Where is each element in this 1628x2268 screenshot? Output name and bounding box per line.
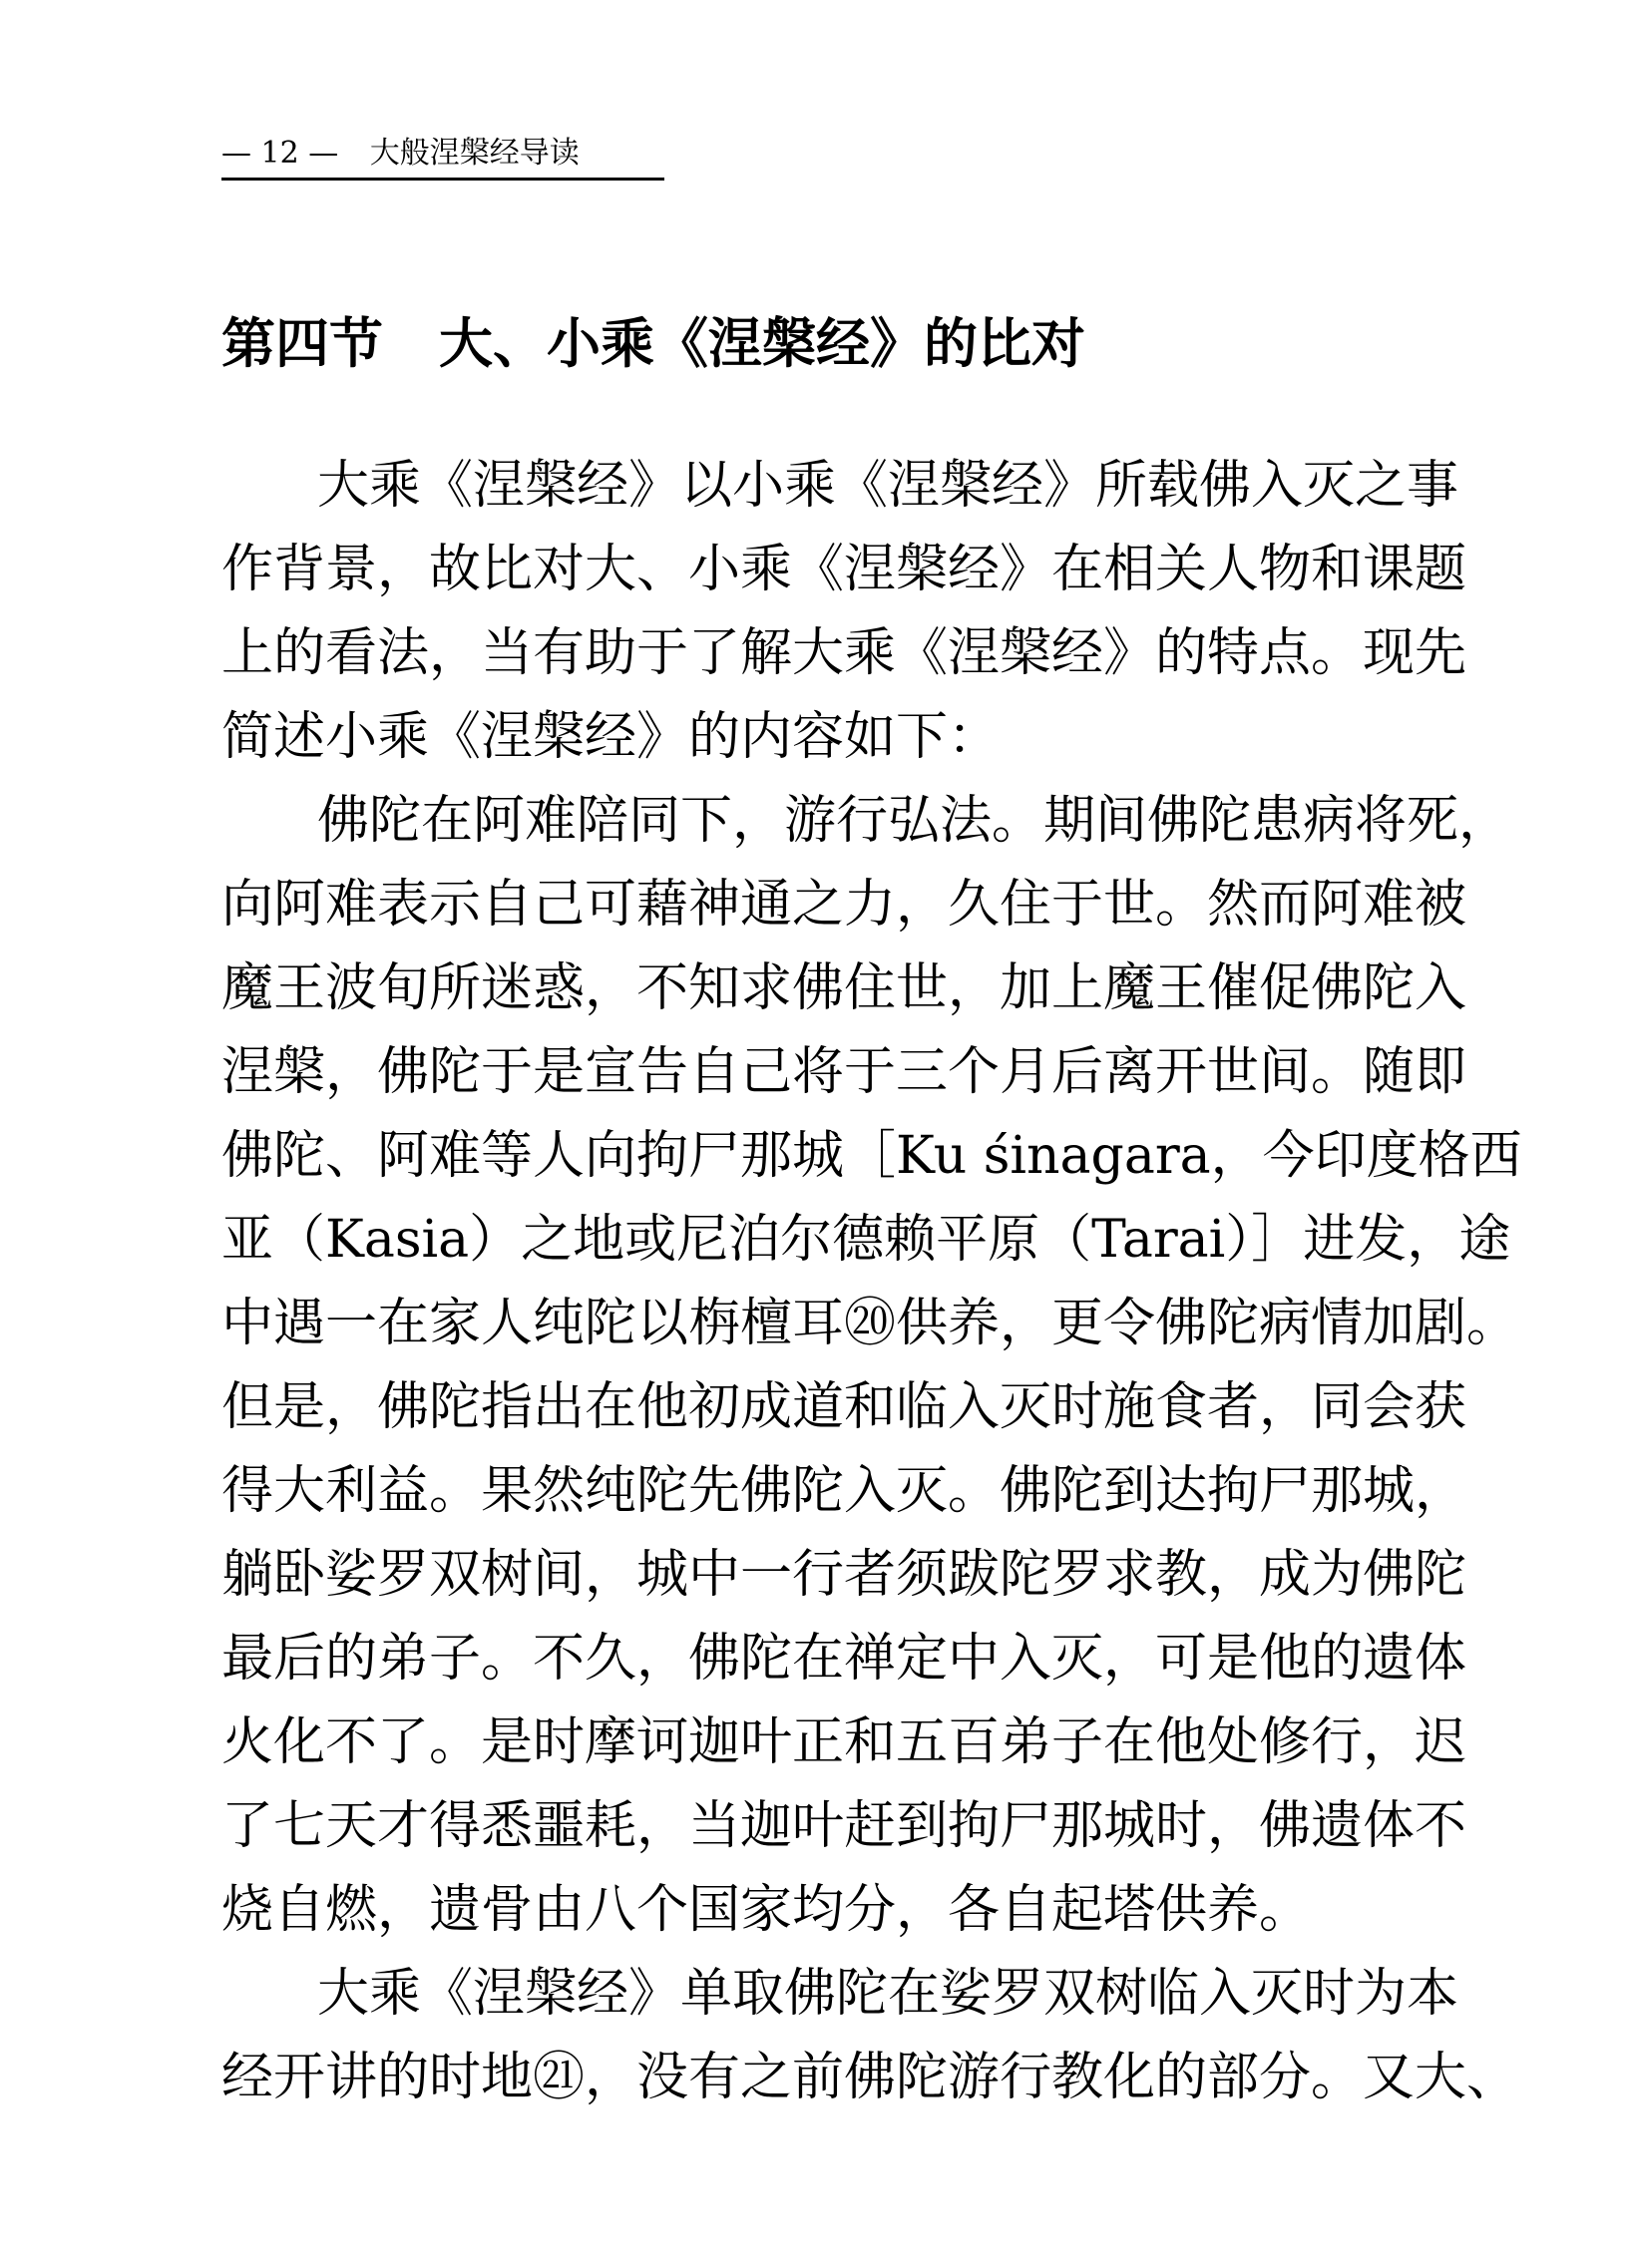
section-number: 第四节 <box>221 311 383 375</box>
text-line: 涅槃，佛陀于是宣告自己将于三个月后离开世间。随即 <box>221 1042 1467 1102</box>
running-header <box>221 128 664 181</box>
text-line: 但是，佛陀指出在他初成道和临入灭时施食者，同会获 <box>221 1377 1467 1437</box>
text-line: 烧自燃，遗骨由八个国家均分，各自起塔供养。 <box>221 1880 1312 1940</box>
page-number: — 12 — <box>221 136 339 171</box>
text-line: 简述小乘《涅槃经》的内容如下： <box>221 707 1001 767</box>
text-line: 躺卧娑罗双树间，城中一行者须跋陀罗求教，成为佛陀 <box>221 1545 1467 1605</box>
text-line: 中遇一在家人纯陀以栴檀耳⑳供养，更令佛陀病情加剧。 <box>221 1294 1519 1353</box>
text-line: 最后的弟子。不久，佛陀在禅定中入灭，可是他的遗体 <box>221 1629 1467 1689</box>
section-title: 大、小乘《涅槃经》的比对 <box>439 311 1085 375</box>
text-line: 上的看法，当有助于了解大乘《涅槃经》的特点。现先 <box>221 623 1467 683</box>
text-line: 火化不了。是时摩诃迦叶正和五百弟子在他处修行，迟 <box>221 1712 1467 1772</box>
text-line: 了七天才得悉噩耗，当迦叶赶到拘尸那城时，佛遗体不 <box>221 1796 1467 1856</box>
text-line: 经开讲的时地㉑，没有之前佛陀游行教化的部分。又大、 <box>221 2048 1519 2107</box>
book-title: 大般涅槃经导读 <box>369 136 580 171</box>
section-heading <box>221 301 1085 378</box>
text-line: 大乘《涅槃经》单取佛陀在娑罗双树临入灭时为本 <box>317 1964 1459 2024</box>
text-line: 亚（Kasia）之地或尼泊尔德赖平原（Tarai）］进发，途 <box>221 1210 1511 1270</box>
text-line: 魔王波旬所迷惑，不知求佛住世，加上魔王催促佛陀入 <box>221 958 1467 1018</box>
text-line: 佛陀在阿难陪同下，游行弘法。期间佛陀患病将死， <box>317 791 1511 851</box>
text-line: 向阿难表示自己可藉神通之力，久住于世。然而阿难被 <box>221 875 1467 935</box>
text-line: 作背景，故比对大、小乘《涅槃经》在相关人物和课题 <box>221 540 1467 599</box>
text-line: 得大利益。果然纯陀先佛陀入灭。佛陀到达拘尸那城， <box>221 1461 1467 1521</box>
text-line: 佛陀、阿难等人向拘尸那城［Ku śinagara，今印度格西 <box>221 1126 1522 1186</box>
text-line: 大乘《涅槃经》以小乘《涅槃经》所载佛入灭之事 <box>317 456 1459 516</box>
